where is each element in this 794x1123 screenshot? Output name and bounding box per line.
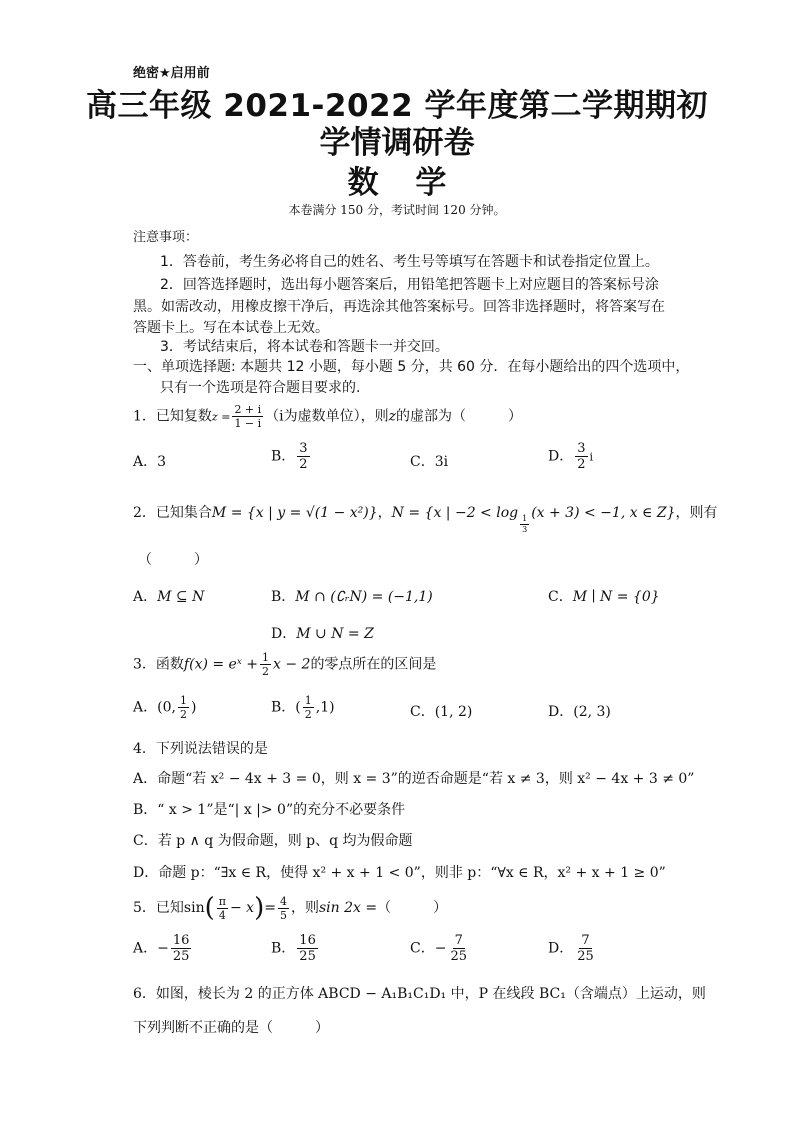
frac-den: 25	[450, 949, 467, 964]
q4-option-a	[133, 768, 694, 788]
frac-den: 25	[299, 949, 316, 964]
option-value: M ∣ N = {0}	[572, 589, 660, 605]
frac-den: 3	[522, 524, 528, 534]
q4-option-d	[133, 862, 666, 882]
option-fraction	[178, 695, 189, 720]
option-label: A．	[133, 699, 158, 716]
q2-option-b	[271, 586, 433, 606]
option-fraction	[303, 695, 314, 720]
q2-pre: 2．已知集合	[133, 505, 212, 521]
imag-unit: i	[589, 450, 594, 464]
exam-title-line1: 高三年级 2021-2022 学年度第二学期期初	[85, 88, 708, 124]
q5-paren: （ ）	[377, 900, 448, 916]
exam-title-line2: 学情调研卷	[319, 125, 475, 161]
question-5-stem	[133, 893, 447, 923]
notice-item-2c: 答题卡上。写在本试卷上无效。	[133, 320, 329, 336]
q5-target: sin 2x =	[318, 900, 378, 916]
frac-den: 2	[577, 457, 586, 472]
q2-option-c	[548, 586, 660, 606]
q1-pre: 1．已知复数	[133, 408, 212, 425]
q5-pi-fraction	[217, 896, 228, 921]
option-label: D．	[548, 448, 574, 465]
notice-item-1: 1．答卷前，考生务必将自己的姓名、考生号等填写在答题卡和试卷指定位置上。	[160, 254, 659, 270]
q5-sin: sin	[183, 900, 205, 916]
option-value: 命题“若 x² − 4x + 3 = 0，则 x = 3”的逆否命题是“若 x ≠ 3，则 x² − 4x + 3 ≠ 0”	[157, 771, 695, 787]
q1-z: z =	[211, 410, 231, 424]
interval-close: )	[190, 699, 197, 716]
frac-num: 1	[304, 694, 312, 707]
q2-log-base	[520, 515, 529, 534]
option-value: (1, 2)	[434, 704, 473, 720]
q3-tail: 的零点所在的区间是	[310, 656, 437, 673]
frac-num: 3	[299, 441, 308, 456]
option-value: M ∪ N = Z	[296, 626, 374, 642]
option-label: C．	[410, 704, 435, 720]
option-label: A．	[133, 454, 158, 470]
frac-num: 16	[172, 933, 190, 948]
interval-open: (	[295, 699, 301, 716]
q1-option-c	[410, 451, 448, 471]
notice-item-2a: 2．回答选择题时，选出每小题答案后，用铅笔把答题卡上对应题目的答案标号涂	[160, 277, 659, 293]
interval-open: (0,	[157, 699, 176, 716]
option-fraction	[297, 934, 318, 963]
q1-option-b	[271, 442, 312, 471]
q2-sep: ，	[377, 505, 392, 521]
frac-num: 7	[454, 933, 463, 948]
q3-option-c	[410, 701, 472, 721]
frac-num: 1	[179, 694, 187, 707]
q2-option-a	[133, 586, 204, 606]
option-value: 3i	[434, 454, 449, 470]
option-label: C．	[410, 454, 435, 470]
option-fraction	[171, 934, 192, 963]
option-label: A．	[133, 771, 158, 787]
q5-rhs-fraction	[278, 896, 289, 921]
q3-option-b	[271, 695, 335, 720]
option-value: 3	[157, 454, 167, 470]
frac-den: 25	[172, 949, 190, 964]
frac-den: 5	[279, 908, 287, 922]
option-label: D．	[271, 626, 297, 642]
section-heading: 一、单项选择题: 本题共 12 小题，每小题 5 分，共 60 分．在每小题给出的四个选项中，	[133, 359, 690, 375]
notice-heading: 注意事项：	[133, 230, 199, 245]
q1-fraction	[232, 404, 263, 429]
q3-option-a	[133, 695, 196, 720]
option-value: M ∩ (∁ᵣN) = (−1,1)	[295, 589, 433, 605]
option-label: B．	[271, 699, 296, 716]
q4-option-b	[133, 799, 405, 819]
frac-num: 1	[262, 651, 269, 664]
option-label: C．	[548, 589, 573, 605]
q5-post: ，则	[290, 900, 319, 916]
question-3-stem	[133, 652, 436, 677]
q3-pre: 3．函数	[133, 656, 184, 673]
option-label: A．	[133, 940, 158, 957]
option-value: M ⊆ N	[157, 589, 205, 605]
q2-set-n: N = {x | −2 < log	[391, 505, 519, 521]
q1-post: （i为虚数单位），则	[265, 408, 389, 425]
q3-fraction	[260, 652, 271, 677]
frac-den: 2	[179, 708, 187, 721]
option-label: C．	[133, 833, 158, 849]
notice-item-3: 3．考试结束后，将本试卷和答题卡一并交回。	[160, 339, 449, 355]
option-fraction	[448, 934, 469, 963]
option-value: 命题 p：“∃x ∈ R，使得 x² + x + 1 < 0”，则非 p：“∀x ∈ R，x² + x + 1 ≥ 0”	[158, 865, 666, 881]
frac-num: 7	[581, 933, 590, 948]
frac-den: 2	[299, 457, 308, 472]
frac-num: 4	[279, 894, 287, 908]
q2-tail: ，则有	[675, 505, 718, 521]
q2-set-n-rest: (x + 3) < −1, x ∈ Z}	[531, 505, 676, 521]
question-6-stem-line2: 下列判断不正确的是（ ）	[133, 1020, 329, 1036]
frac-num: 16	[299, 933, 316, 948]
option-label: B．	[271, 940, 296, 957]
q3-option-d	[548, 701, 611, 721]
option-value: 若 p ∧ q 为假命题，则 p、q 均为假命题	[157, 833, 413, 849]
option-sign: −	[434, 940, 447, 957]
question-4-stem: 4．下列说法错误的是	[133, 741, 268, 757]
q5-option-a	[133, 934, 193, 963]
option-label: D．	[133, 865, 159, 881]
q4-option-c	[133, 830, 413, 850]
option-label: B．	[271, 448, 296, 465]
frac-den: 4	[218, 908, 226, 922]
option-fraction	[575, 442, 587, 471]
option-label: C．	[410, 940, 435, 957]
frac-num: π	[218, 894, 226, 908]
q3-func: f(x) = eˣ +	[183, 656, 258, 673]
q1-zvar: z	[388, 408, 397, 425]
q5-eq: =	[264, 900, 276, 916]
exam-meta: 本卷满分 150 分，考试时间 120 分钟。	[288, 203, 506, 217]
option-sign: −	[157, 940, 169, 957]
q3-func-rest: x − 2	[273, 656, 311, 673]
q5-option-c	[410, 934, 471, 963]
question-1-stem	[133, 404, 522, 429]
q5-pre: 5．已知	[133, 900, 184, 916]
q5-option-b	[271, 934, 320, 963]
question-2-stem	[133, 502, 718, 534]
q5-paren-open: (	[204, 893, 215, 923]
option-label: A．	[133, 589, 158, 605]
interval-close: ,1)	[315, 699, 335, 716]
q1-tail: 的虚部为（ ）	[396, 408, 523, 425]
frac-den: 2	[262, 665, 269, 678]
q5-paren-close: )	[254, 893, 265, 923]
option-fraction	[297, 442, 309, 471]
q2-option-d	[271, 623, 374, 643]
question-6-stem-line1: 6．如图，棱长为 2 的正方体 ABCD − A₁B₁C₁D₁ 中，P 在线段 BC₁（含端点）上运动，则	[133, 986, 706, 1002]
option-value: “ x > 1”是“| x |> 0”的充分不必要条件	[157, 802, 406, 818]
frac-den: 25	[577, 949, 594, 964]
option-label: D．	[548, 704, 574, 720]
q1-option-a	[133, 451, 166, 471]
option-label: D．	[548, 940, 574, 957]
frac-num: 3	[577, 441, 586, 456]
q2-answer-paren: （ ）	[138, 552, 208, 568]
notice-item-2b: 黑。如需改动，用橡皮擦干净后，再选涂其他答案标号。回答非选择题时，将答案写在	[133, 299, 665, 315]
frac-num: 1	[522, 513, 528, 523]
q2-set-m: M = {x | y = √(1 − x²)}	[211, 505, 378, 521]
option-label: B．	[133, 802, 158, 818]
option-value: (2, 3)	[573, 704, 611, 720]
option-label: B．	[271, 589, 296, 605]
frac-den: 2	[304, 708, 312, 721]
option-fraction	[575, 934, 596, 963]
subject-title: 数 学	[347, 165, 447, 201]
q5-option-d	[548, 934, 598, 963]
q1-den: 1 − i	[234, 417, 262, 430]
q1-num: 2 + i	[234, 403, 262, 416]
q5-minus-x: − x	[230, 900, 255, 916]
confidential-mark: 绝密★启用前	[133, 66, 210, 81]
section-instruction: 只有一个选项是符合题目要求的.	[160, 380, 361, 396]
q1-option-d	[548, 442, 593, 471]
